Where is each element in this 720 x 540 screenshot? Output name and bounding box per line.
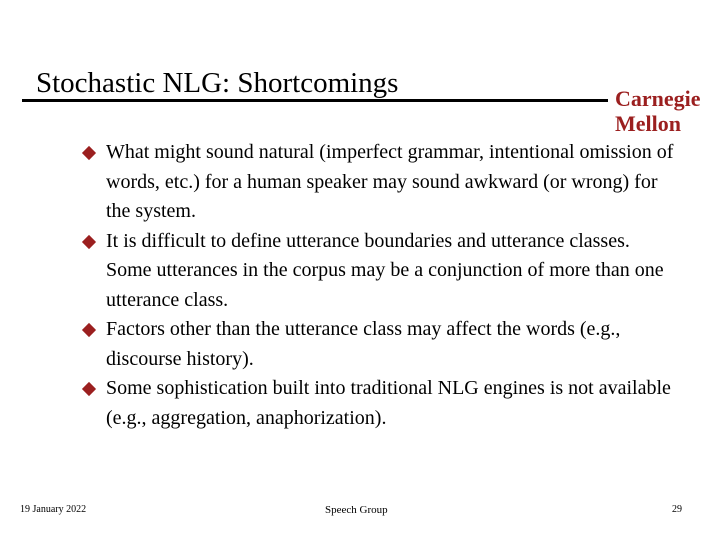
bullet-item [84, 315, 674, 374]
bullet-text: It is difficult to define utterance boundaries and utterance classes. Some utterances in the corpus may be a conjunction of more than one utterance class. [106, 229, 664, 311]
footer-center-text: Speech Group [325, 504, 388, 516]
diamond-bullet-icon [82, 382, 96, 396]
bullet-list [84, 138, 674, 433]
bullet-text: What might sound natural (imperfect grammar, intentional omission of words, etc.) for a human speaker may sound awkward (or wrong) for the system. [106, 141, 674, 222]
bullet-item [84, 227, 674, 316]
logo-line-2: Mellon [615, 111, 681, 136]
logo-line-1: Carnegie [615, 86, 701, 111]
page-number: 29 [672, 504, 682, 515]
diamond-bullet-icon [82, 234, 96, 248]
slide-title: Stochastic NLG: Shortcomings [36, 67, 399, 99]
title-divider [22, 99, 608, 102]
footer-date: 19 January 2022 [20, 504, 87, 515]
diamond-bullet-icon [82, 146, 96, 160]
bullet-text: Factors other than the utterance class may affect the words (e.g., discourse history). [106, 318, 621, 370]
bullet-text: Some sophistication built into traditional NLG engines is not available (e.g., aggregation, anaphorization). [106, 377, 671, 429]
bullet-item [84, 138, 674, 227]
logo [615, 86, 701, 136]
diamond-bullet-icon [82, 323, 96, 337]
bullet-item [84, 374, 674, 433]
